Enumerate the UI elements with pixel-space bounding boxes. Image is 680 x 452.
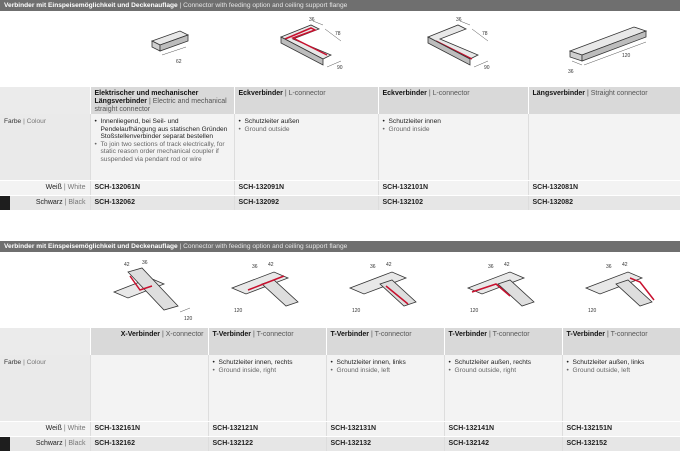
notes-cell bbox=[234, 114, 378, 181]
note-en: • To join two sections of track electrically, for static reason order mechanical coupler if suspended via pendant rod or wire bbox=[95, 141, 230, 164]
l-connector-inside-icon bbox=[388, 11, 518, 85]
name-label-cell bbox=[0, 328, 90, 355]
sku-black: SCH-132142 bbox=[444, 437, 562, 452]
name-row bbox=[0, 87, 680, 114]
section-1 bbox=[0, 0, 680, 211]
dimension-label: 36 bbox=[456, 17, 462, 23]
note-en: • Ground inside, right bbox=[213, 367, 322, 375]
product-name-en: L-connector bbox=[432, 90, 470, 97]
product-image-cell bbox=[528, 11, 680, 87]
product-name-cell: Eckverbinder | L-connector bbox=[234, 87, 378, 114]
sku-white: SCH-132081N bbox=[528, 181, 680, 196]
product-image-cell bbox=[378, 11, 528, 87]
colour-row bbox=[0, 355, 680, 422]
dimension-label: 90 bbox=[484, 65, 490, 71]
product-name: T-Verbinder bbox=[566, 331, 606, 338]
dimension-label: 120 bbox=[588, 308, 597, 314]
product-image-cell bbox=[562, 252, 680, 328]
product-image-cell bbox=[326, 252, 444, 328]
image-row bbox=[0, 252, 680, 328]
product-name: Eckverbinder bbox=[382, 90, 427, 97]
t-connector-icon bbox=[212, 252, 322, 326]
product-image-cell bbox=[208, 252, 326, 328]
name-label-cell bbox=[0, 87, 90, 114]
l-connector-outside-icon bbox=[241, 11, 371, 85]
product-name-en: Straight connector bbox=[590, 90, 648, 97]
colour-label-en: Colour bbox=[26, 359, 47, 366]
image-label-cell bbox=[0, 252, 90, 328]
colour-label: Farbe bbox=[4, 118, 22, 125]
product-name-cell: Längsverbinder | Straight connector bbox=[528, 87, 680, 114]
sku-black: SCH-132162 bbox=[90, 437, 208, 452]
dimension-label: 36 bbox=[606, 264, 612, 270]
sku-white: SCH-132151N bbox=[562, 422, 680, 437]
white-label-en: White bbox=[67, 184, 86, 191]
white-label-cell: Weiß | White bbox=[0, 422, 90, 437]
image-row bbox=[0, 11, 680, 87]
product-name-en: Electric and mechanical straight connector bbox=[94, 98, 227, 113]
section-2-table bbox=[0, 252, 680, 452]
notes-cell bbox=[562, 355, 680, 422]
sku-white: SCH-132121N bbox=[208, 422, 326, 437]
note-en: • Ground inside bbox=[383, 126, 524, 134]
product-name: Elektrischer und mechanischer Längsverbinder bbox=[94, 90, 199, 105]
dimension-label: 62 bbox=[176, 59, 182, 65]
dimension-label: 36 bbox=[309, 17, 315, 23]
note-de: • Schutzleiter innen bbox=[383, 118, 524, 126]
black-swatch bbox=[0, 196, 10, 210]
dimension-label: 36 bbox=[568, 69, 574, 75]
note-de: • Schutzleiter innen, links bbox=[331, 359, 440, 367]
notes-cell bbox=[208, 355, 326, 422]
sku-black: SCH-132122 bbox=[208, 437, 326, 452]
black-sku-row bbox=[0, 437, 680, 452]
dimension-label: 120 bbox=[184, 316, 193, 322]
dimension-label: 36 bbox=[370, 264, 376, 270]
sku-black: SCH-132132 bbox=[326, 437, 444, 452]
product-name-en: T-connector bbox=[492, 331, 530, 338]
note-de: • Schutzleiter innen, rechts bbox=[213, 359, 322, 367]
section-2-subtitle: | Connector with feeding option and ceiling support flange bbox=[177, 243, 348, 250]
straight-connector-icon bbox=[534, 11, 674, 85]
dimension-label: 78 bbox=[482, 31, 488, 37]
product-image-cell bbox=[444, 252, 562, 328]
dimension-label: 78 bbox=[335, 31, 341, 37]
dimension-label: 36 bbox=[488, 264, 494, 270]
t-connector-icon bbox=[566, 252, 676, 326]
notes-cell bbox=[90, 114, 234, 181]
sku-white: SCH-132131N bbox=[326, 422, 444, 437]
black-label-cell: Schwarz | Black bbox=[0, 196, 90, 211]
notes-cell bbox=[528, 114, 680, 181]
t-connector-icon bbox=[330, 252, 440, 326]
dimension-label: 90 bbox=[337, 65, 343, 71]
sku-black: SCH-132152 bbox=[562, 437, 680, 452]
black-label-en: Black bbox=[68, 440, 86, 447]
white-swatch bbox=[0, 422, 10, 436]
product-name-cell: Eckverbinder | L-connector bbox=[378, 87, 528, 114]
dimension-label: 36 bbox=[142, 260, 148, 266]
sku-white: SCH-132061N bbox=[90, 181, 234, 196]
white-sku-row bbox=[0, 181, 680, 196]
section-1-header bbox=[0, 0, 680, 11]
product-image-cell bbox=[90, 252, 208, 328]
colour-row bbox=[0, 114, 680, 181]
dimension-label: 120 bbox=[352, 308, 361, 314]
product-name-en: L-connector bbox=[288, 90, 326, 97]
white-label-cell: Weiß | White bbox=[0, 181, 90, 196]
black-label: Schwarz bbox=[35, 199, 63, 206]
image-label-cell bbox=[0, 11, 90, 87]
product-image-cell bbox=[234, 11, 378, 87]
product-name: T-Verbinder bbox=[330, 331, 370, 338]
product-image-cell bbox=[90, 11, 234, 87]
section-1-table bbox=[0, 11, 680, 211]
product-name: T-Verbinder bbox=[448, 331, 488, 338]
white-label: Weiß bbox=[45, 184, 62, 191]
white-sku-row bbox=[0, 422, 680, 437]
sku-white: SCH-132091N bbox=[234, 181, 378, 196]
section-2-header bbox=[0, 241, 680, 252]
note-de: • Schutzleiter außen bbox=[239, 118, 374, 126]
note-de: • Innenliegend, bei Seil- und Pendelaufhängung aus statischen Gründen Stoßstellenverbinder separat bestellen bbox=[95, 118, 230, 141]
section-2 bbox=[0, 241, 680, 452]
white-swatch bbox=[0, 181, 10, 195]
dimension-label: 42 bbox=[386, 262, 392, 268]
black-swatch bbox=[0, 437, 10, 451]
sku-white: SCH-132141N bbox=[444, 422, 562, 437]
t-connector-icon bbox=[448, 252, 558, 326]
product-name-en: T-connector bbox=[610, 331, 648, 338]
white-label-en: White bbox=[67, 425, 86, 432]
sku-black: SCH-132082 bbox=[528, 196, 680, 211]
dimension-label: 120 bbox=[470, 308, 479, 314]
sku-black: SCH-132102 bbox=[378, 196, 528, 211]
x-connector-icon bbox=[94, 252, 204, 326]
notes-cell bbox=[90, 355, 208, 422]
note-en: • Ground outside, left bbox=[567, 367, 676, 375]
sku-black: SCH-132092 bbox=[234, 196, 378, 211]
name-row bbox=[0, 328, 680, 355]
dimension-label: 42 bbox=[622, 262, 628, 268]
product-name-cell: T-Verbinder | T-connector bbox=[562, 328, 680, 355]
straight-connector-small-icon bbox=[102, 11, 222, 85]
colour-label-cell: Farbe | Colour bbox=[0, 114, 90, 181]
product-name: Längsverbinder bbox=[532, 90, 586, 97]
colour-label-cell: Farbe | Colour bbox=[0, 355, 90, 422]
dimension-label: 36 bbox=[252, 264, 258, 270]
product-name-cell: T-Verbinder | T-connector bbox=[208, 328, 326, 355]
section-2-title: Verbinder mit Einspeisemöglichkeit und Deckenauflage bbox=[4, 243, 178, 250]
notes-cell bbox=[326, 355, 444, 422]
black-label: Schwarz bbox=[35, 440, 63, 447]
white-label: Weiß bbox=[45, 425, 62, 432]
sku-white: SCH-132101N bbox=[378, 181, 528, 196]
sku-black: SCH-132062 bbox=[90, 196, 234, 211]
black-sku-row bbox=[0, 196, 680, 211]
product-name-cell: X-Verbinder | X-connector bbox=[90, 328, 208, 355]
dimension-label: 42 bbox=[124, 262, 130, 268]
black-label-en: Black bbox=[68, 199, 86, 206]
product-name: X-Verbinder bbox=[120, 331, 161, 338]
product-name-en: T-connector bbox=[374, 331, 412, 338]
dimension-label: 120 bbox=[234, 308, 243, 314]
dimension-label: 42 bbox=[504, 262, 510, 268]
note-en: • Ground outside, right bbox=[449, 367, 558, 375]
note-en: • Ground inside, left bbox=[331, 367, 440, 375]
black-label-cell: Schwarz | Black bbox=[0, 437, 90, 452]
product-name-cell: T-Verbinder | T-connector bbox=[326, 328, 444, 355]
section-1-subtitle: | Connector with feeding option and ceiling support flange bbox=[177, 2, 348, 9]
notes-cell bbox=[444, 355, 562, 422]
note-de: • Schutzleiter außen, rechts bbox=[449, 359, 558, 367]
product-name: Eckverbinder bbox=[238, 90, 283, 97]
colour-label-en: Colour bbox=[26, 118, 47, 125]
product-name-en: T-connector bbox=[256, 331, 294, 338]
product-name-cell: T-Verbinder | T-connector bbox=[444, 328, 562, 355]
notes-cell bbox=[378, 114, 528, 181]
note-en: • Ground outside bbox=[239, 126, 374, 134]
product-name-en: X-connector bbox=[165, 331, 204, 338]
note-de: • Schutzleiter außen, links bbox=[567, 359, 676, 367]
product-name: T-Verbinder bbox=[212, 331, 252, 338]
section-1-title: Verbinder mit Einspeisemöglichkeit und Deckenauflage bbox=[4, 2, 178, 9]
colour-label: Farbe bbox=[4, 359, 22, 366]
dimension-label: 120 bbox=[622, 53, 631, 59]
product-name-cell: Elektrischer und mechanischer Längsverbinder | Electric and mechanical straight connector bbox=[90, 87, 234, 114]
sku-white: SCH-132161N bbox=[90, 422, 208, 437]
dimension-label: 42 bbox=[268, 262, 274, 268]
